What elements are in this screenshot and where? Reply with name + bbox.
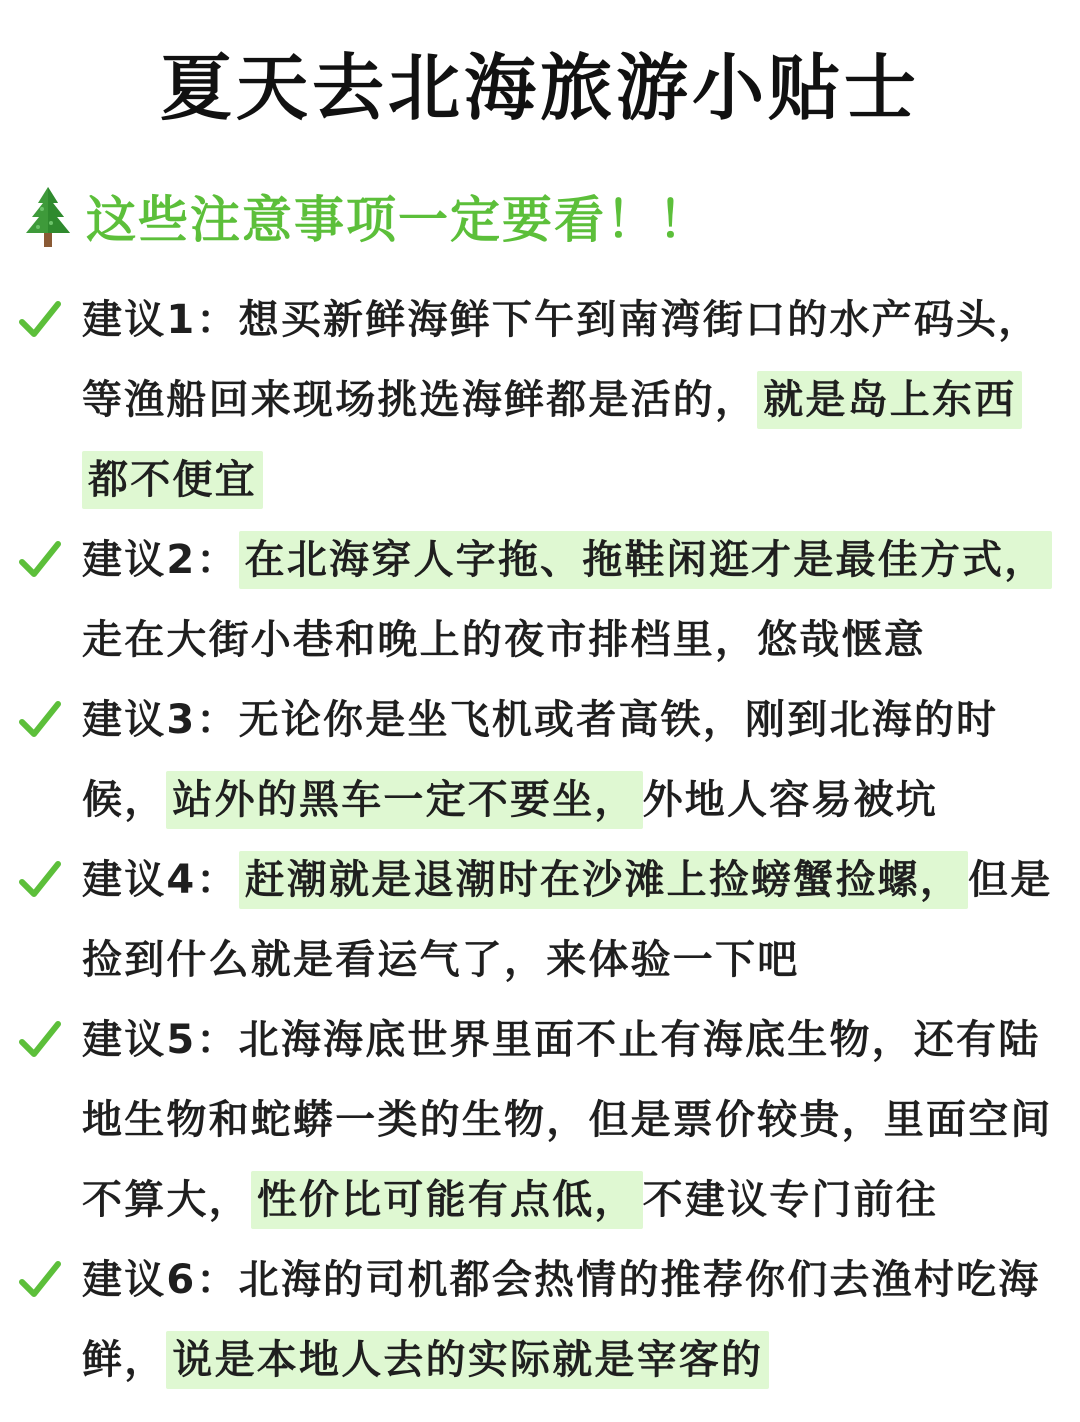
tip-text-after: 走在大街小巷和晚上的夜市排档里，悠哉惬意 [82,617,926,663]
list-item [0,1000,1080,1240]
check-icon [18,698,62,742]
list-item [0,520,1080,680]
check-icon [18,298,62,342]
list-item [0,280,1080,520]
tip-text-after: 但是捡到什么就是看运气了，来体验一下吧 [82,857,1053,983]
list-item [0,680,1080,840]
tip-text-after: 不建议专门前往 [642,1177,939,1223]
tip-highlight: 赶潮就是退潮时在沙滩上捡螃蟹捡螺， [239,851,968,909]
page-title: 夏天去北海旅游小贴士 [159,46,920,130]
list-item [0,840,1080,1000]
subtitle [18,180,710,260]
tip-label: 建议4： [82,857,239,903]
check-icon [18,1018,62,1062]
tip-highlight: 站外的黑车一定不要坐， [166,771,642,829]
tip-label: 建议1： [82,297,239,343]
check-icon [18,538,62,582]
evergreen-tree-icon [18,185,78,255]
tip-text: 想买新鲜海鲜下午到南湾街口的水产码头，等渔船回来现场挑选海鲜都是活的， [82,297,1041,423]
tip-highlight: 在北海穿人字拖、拖鞋闲逛才是最佳方式， [239,531,1053,589]
list-item [0,1240,1080,1400]
tip-label: 建议5： [82,1017,239,1063]
tip-text: 无论你是坐飞机或者高铁，刚到北海的时候， [82,697,999,823]
tip-text: 北海海底世界里面不止有海底生物，还有陆地生物和蛇蟒一类的生物，但是票价较贵，里面空间不算大， [82,1017,1053,1223]
tip-highlight: 性价比可能有点低， [251,1171,643,1229]
tip-label: 建议6： [82,1257,239,1303]
tip-text-after: 外地人容易被坑 [642,777,939,823]
tip-text: 北海的司机都会热情的推荐你们去渔村吃海鲜， [82,1257,1041,1383]
tip-highlight: 就是岛上东西都不便宜 [82,371,1022,509]
subtitle-text: 这些注意事项一定要看！！ [86,191,710,249]
check-icon [18,1258,62,1302]
tip-label: 建议2： [82,537,239,583]
tip-highlight: 说是本地人去的实际就是宰客的 [166,1331,769,1389]
tip-label: 建议3： [82,697,239,743]
check-icon [18,858,62,902]
tips-list [0,280,1080,1400]
